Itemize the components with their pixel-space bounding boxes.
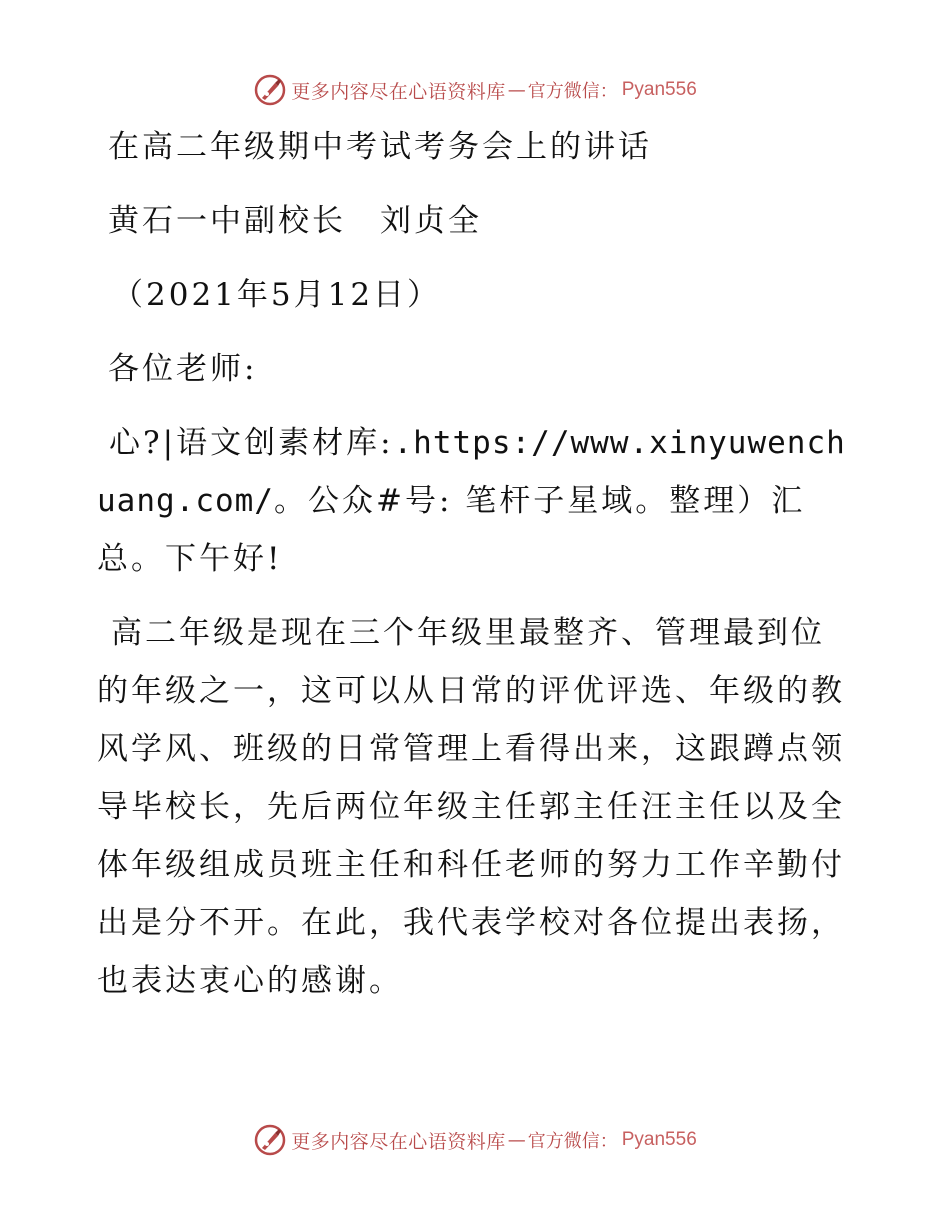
banner-separator: —	[507, 1129, 526, 1151]
document-date: （2021年5月12日）	[112, 277, 442, 313]
document-author: 黄石一中副校长 刘贞全	[108, 203, 482, 239]
header-banner	[0, 70, 950, 110]
document-title: 在高二年级期中考试考务会上的讲话	[108, 129, 652, 165]
banner-wechat-id: Pyan556	[621, 79, 697, 100]
intro-text-end: 。公众#号: 笔杆子星域。整理）汇总。下午好!	[97, 483, 806, 577]
paragraph-main: 高二年级是现在三个年级里最整齐、管理最到位的年级之一，这可以从日常的评优评选、年级的教风学风、班级的日常管理上看得出来，这跟蹲点领导毕校长，先后两位年级主任郭主任汪主任以及全体年级组成员班主任和科任老师的努力工作辛勤付出是分不开。在此，我代表学校对各位提出表扬，也表达衷心的感谢。	[97, 615, 845, 999]
document-greeting: 各位老师:	[108, 351, 258, 387]
pen-logo-icon	[253, 1123, 287, 1157]
banner-colon: ：	[599, 1131, 618, 1152]
banner-content	[253, 73, 697, 107]
footer-banner	[0, 1120, 950, 1160]
banner-colon: ：	[599, 81, 618, 102]
pen-logo-icon	[253, 73, 287, 107]
banner-wechat-label: 官方微信	[527, 1131, 600, 1152]
intro-text-start: 心?|语文创素材库:	[109, 425, 394, 461]
banner-wechat-id: Pyan556	[621, 1129, 697, 1150]
banner-text: 更多内容尽在心语资料库	[291, 1130, 506, 1153]
banner-separator: —	[507, 79, 526, 101]
paragraph-intro	[97, 414, 857, 588]
website-link[interactable]: .https://www.xinyuwenchuang.com/	[97, 425, 846, 519]
banner-wechat-label: 官方微信	[527, 81, 600, 102]
banner-content	[253, 1123, 697, 1157]
banner-text: 更多内容尽在心语资料库	[291, 80, 506, 103]
